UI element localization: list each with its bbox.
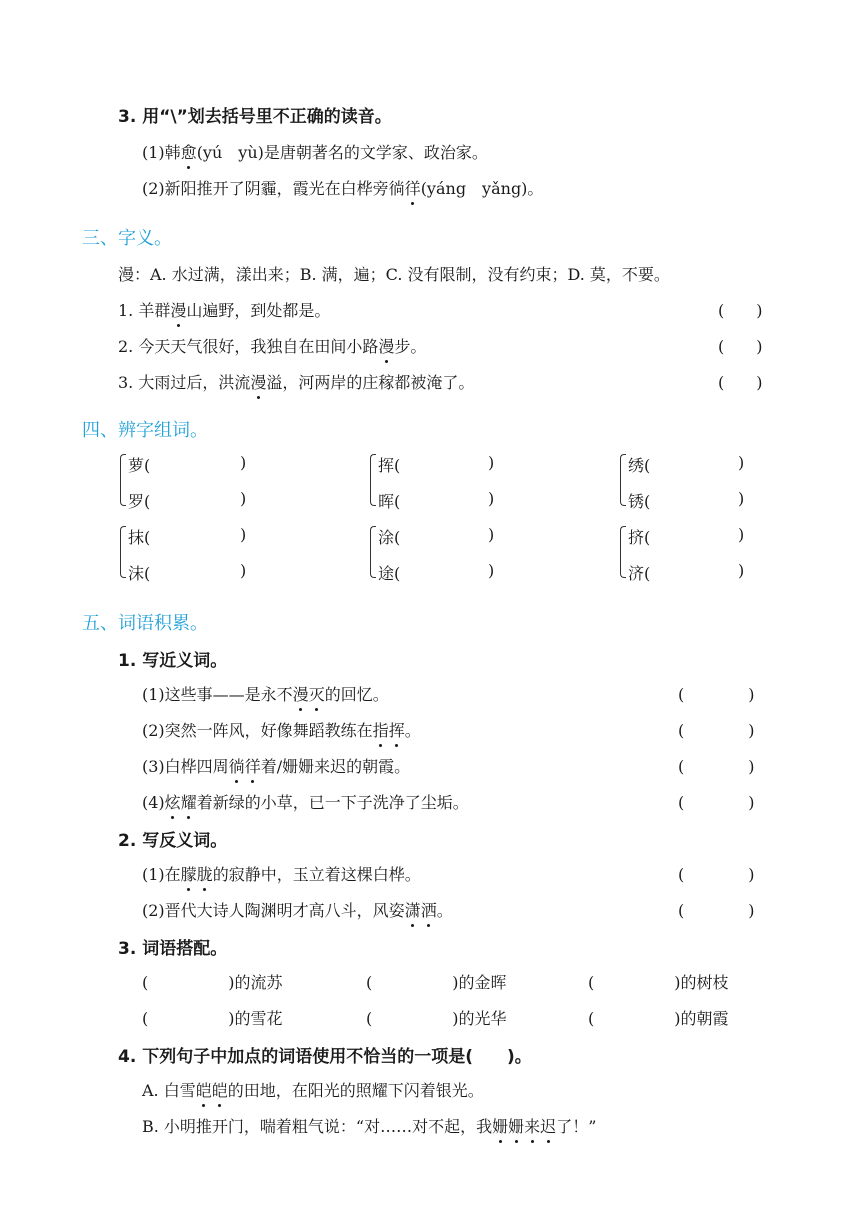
close-paren: ) bbox=[738, 525, 745, 544]
collocation-blank[interactable]: ( )的雪花 bbox=[142, 1009, 283, 1028]
collocation-blank[interactable]: ( )的金晖 bbox=[366, 973, 507, 992]
char-pair-1-top: 萝( bbox=[128, 456, 151, 475]
section-5-title: 五、词语积累。 bbox=[82, 613, 208, 634]
brace bbox=[370, 526, 376, 578]
char-pair-2-top: 挥( bbox=[378, 456, 401, 475]
brace bbox=[620, 526, 626, 578]
char-pair-6-top: 挤( bbox=[628, 528, 651, 547]
close-paren: ) bbox=[488, 525, 495, 544]
question-3-title: 3. 用“\”划去括号里不正确的读音。 bbox=[118, 107, 392, 127]
close-paren: ) bbox=[240, 453, 247, 472]
collocation-blank[interactable]: ( )的朝霞 bbox=[588, 1009, 729, 1028]
synonym-item-4: (4)炫耀着新绿的小草，已一下子洗净了尘垢。 bbox=[142, 790, 469, 813]
char-pair-4-bottom: 沫( bbox=[128, 564, 151, 583]
antonym-item-2: (2)晋代大诗人陶渊明才高八斗，风姿潇洒。 bbox=[142, 898, 453, 921]
pronunciation-line-2: (2)新阳推开了阴霾，霞光在白桦旁徜徉(yáng yǎng)。 bbox=[142, 176, 543, 199]
collocation-blank[interactable]: ( )的光华 bbox=[366, 1009, 507, 1028]
answer-blank[interactable]: ( ) bbox=[678, 721, 755, 740]
section-4-title: 四、辨字组词。 bbox=[82, 420, 208, 441]
choice-question-title: 4. 下列句子中加点的词语使用不恰当的一项是( )。 bbox=[118, 1047, 532, 1067]
meaning-item-3: 3. 大雨过后，洪流漫溢，河两岸的庄稼都被淹了。 bbox=[118, 370, 474, 393]
close-paren: ) bbox=[738, 561, 745, 580]
char-pair-3-bottom: 锈( bbox=[628, 492, 651, 511]
close-paren: ) bbox=[488, 489, 495, 508]
answer-blank[interactable]: ( ) bbox=[718, 337, 763, 356]
close-paren: ) bbox=[240, 525, 247, 544]
answer-blank[interactable]: ( ) bbox=[678, 865, 755, 884]
synonym-item-2: (2)突然一阵风，好像舞蹈教练在指挥。 bbox=[142, 718, 421, 741]
char-pair-2-bottom: 晖( bbox=[378, 492, 401, 511]
section-3-title: 三、字义。 bbox=[82, 228, 172, 249]
brace bbox=[120, 454, 126, 506]
synonym-title: 1. 写近义词。 bbox=[118, 651, 228, 671]
char-pair-6-bottom: 济( bbox=[628, 564, 651, 583]
close-paren: ) bbox=[488, 453, 495, 472]
char-pair-5-bottom: 途( bbox=[378, 564, 401, 583]
close-paren: ) bbox=[240, 489, 247, 508]
definition-line: 漫：A. 水过满，漾出来；B. 满，遍；C. 没有限制，没有约束；D. 莫，不要。 bbox=[118, 265, 670, 284]
answer-blank[interactable]: ( ) bbox=[678, 901, 755, 920]
synonym-item-1: (1)这些事——是永不漫灭的回忆。 bbox=[142, 682, 389, 705]
dotted-char: 愈 bbox=[181, 140, 197, 163]
close-paren: ) bbox=[738, 453, 745, 472]
char-pair-4-top: 抹( bbox=[128, 528, 151, 547]
answer-blank[interactable]: ( ) bbox=[678, 685, 755, 704]
close-paren: ) bbox=[738, 489, 745, 508]
meaning-item-1: 1. 羊群漫山遍野，到处都是。 bbox=[118, 298, 330, 321]
brace bbox=[370, 454, 376, 506]
choice-option-b[interactable]: B. 小明推开门，喘着粗气说：“对……对不起，我姗姗来迟了！” bbox=[142, 1114, 596, 1137]
antonym-title: 2. 写反义词。 bbox=[118, 831, 228, 851]
choice-option-a[interactable]: A. 白雪皑皑的田地，在阳光的照耀下闪着银光。 bbox=[142, 1078, 484, 1101]
answer-blank[interactable]: ( ) bbox=[678, 757, 755, 776]
collocation-blank[interactable]: ( )的流苏 bbox=[142, 973, 283, 992]
char-pair-5-top: 涂( bbox=[378, 528, 401, 547]
pronunciation-line-1: (1)韩愈(yú yù)是唐朝著名的文学家、政治家。 bbox=[142, 140, 488, 163]
collocation-title: 3. 词语搭配。 bbox=[118, 939, 228, 959]
answer-blank[interactable]: ( ) bbox=[718, 373, 763, 392]
antonym-item-1: (1)在朦胧的寂静中，玉立着这棵白桦。 bbox=[142, 862, 421, 885]
brace bbox=[620, 454, 626, 506]
collocation-blank[interactable]: ( )的树枝 bbox=[588, 973, 729, 992]
char-pair-1-bottom: 罗( bbox=[128, 492, 151, 511]
answer-blank[interactable]: ( ) bbox=[718, 301, 763, 320]
close-paren: ) bbox=[488, 561, 495, 580]
synonym-item-3: (3)白桦四周徜徉着/姗姗来迟的朝霞。 bbox=[142, 754, 410, 777]
char-pair-3-top: 绣( bbox=[628, 456, 651, 475]
brace bbox=[120, 526, 126, 578]
answer-blank[interactable]: ( ) bbox=[678, 793, 755, 812]
close-paren: ) bbox=[240, 561, 247, 580]
dotted-char: 徉 bbox=[405, 176, 421, 199]
meaning-item-2: 2. 今天天气很好，我独自在田间小路漫步。 bbox=[118, 334, 426, 357]
